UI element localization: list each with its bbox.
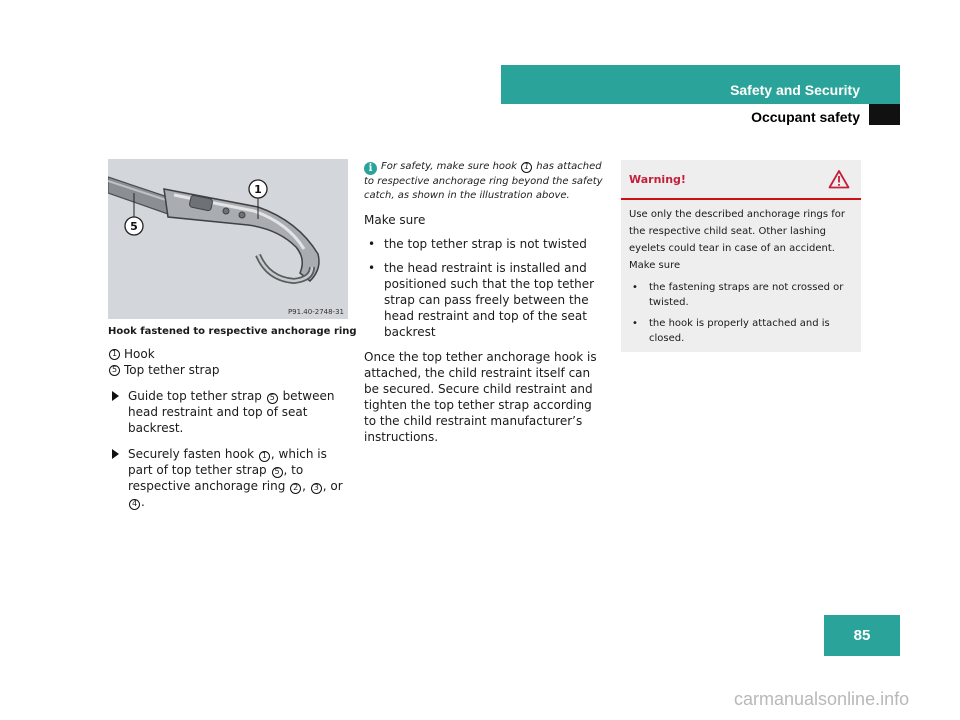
legend-label: Hook	[124, 347, 155, 361]
section-title: Safety and Security	[730, 82, 860, 98]
ref-number: 1	[521, 162, 532, 173]
figure-caption: Hook fastened to respective anchorage ring	[108, 326, 357, 337]
watermark: carmanualsonline.info	[734, 689, 910, 709]
callout-5	[125, 217, 143, 235]
step-text: between head restraint and top of seat backrest.	[128, 389, 335, 435]
warning-box	[621, 160, 861, 352]
legend-number: 5	[109, 365, 120, 376]
subsection-title: Occupant safety	[751, 109, 860, 125]
closing-paragraph: Once the top tether anchorage hook is attached, the child restraint itself can be secured. Secure child restraint and tighten the top tether strap according to the child restraint manufacturer’s instructions.	[364, 350, 597, 444]
info-text: For safety, make sure hook	[381, 161, 521, 172]
bullet-item: • the head restraint is installed and positioned such that the top tether strap can pass freely between the head restraint and top of the seat backrest	[364, 260, 607, 340]
hook-drawing	[108, 159, 348, 319]
legend-item-strap	[108, 362, 353, 378]
info-note	[364, 160, 607, 203]
ref-number: 4	[129, 499, 140, 510]
ref-number: 5	[272, 467, 283, 478]
warning-header	[621, 160, 861, 200]
step-text: , to respective anchorage ring	[128, 463, 304, 493]
header-tab-marker	[869, 104, 900, 125]
make-sure-label: Make sure	[364, 213, 426, 227]
step-text: Securely fasten hook	[128, 447, 258, 461]
warning-title: Warning!	[629, 172, 686, 186]
instruction-step-2	[108, 446, 353, 510]
warning-bullet: • the hook is properly attached and is closed.	[629, 316, 853, 346]
ref-number: 3	[311, 483, 322, 494]
bullet-item: • the top tether strap is not twisted	[364, 236, 607, 252]
ref-number: 2	[290, 483, 301, 494]
step-text: , which is part of top tether strap	[128, 447, 327, 477]
legend-label: Top tether strap	[124, 363, 220, 377]
info-icon: i	[364, 162, 377, 175]
step-text: , or	[322, 479, 343, 493]
step-text: .	[141, 495, 145, 509]
callout-1	[249, 180, 267, 198]
warning-triangle-icon	[828, 169, 850, 189]
page-number: 85	[824, 615, 900, 656]
arrow-icon	[112, 449, 119, 459]
figure-code: P91.40-2748-31	[287, 308, 344, 316]
warning-bullet: • the fastening straps are not crossed or twisted.	[629, 280, 853, 310]
warning-body	[621, 200, 861, 352]
legend-item-hook	[108, 346, 353, 362]
warning-text: Use only the described anchorage rings for the respective child seat. Other lashing eyelets could tear in case of an accident.	[629, 209, 845, 254]
instruction-step-1	[108, 388, 353, 436]
step-text: Guide top tether strap	[128, 389, 266, 403]
arrow-icon	[112, 391, 119, 401]
warning-make-sure: Make sure	[629, 260, 681, 271]
ref-number: 1	[259, 451, 270, 462]
column-1	[108, 346, 353, 510]
callout-1-label: 1	[254, 183, 262, 196]
ref-number: 5	[267, 393, 278, 404]
hook-illustration	[108, 159, 348, 319]
legend-number: 1	[109, 349, 120, 360]
info-text: has attached to respective anchorage ring beyond the safety catch, as shown in the illustration above.	[364, 161, 603, 201]
callout-5-label: 5	[130, 220, 138, 233]
step-text: ,	[302, 479, 310, 493]
column-2	[364, 160, 607, 445]
